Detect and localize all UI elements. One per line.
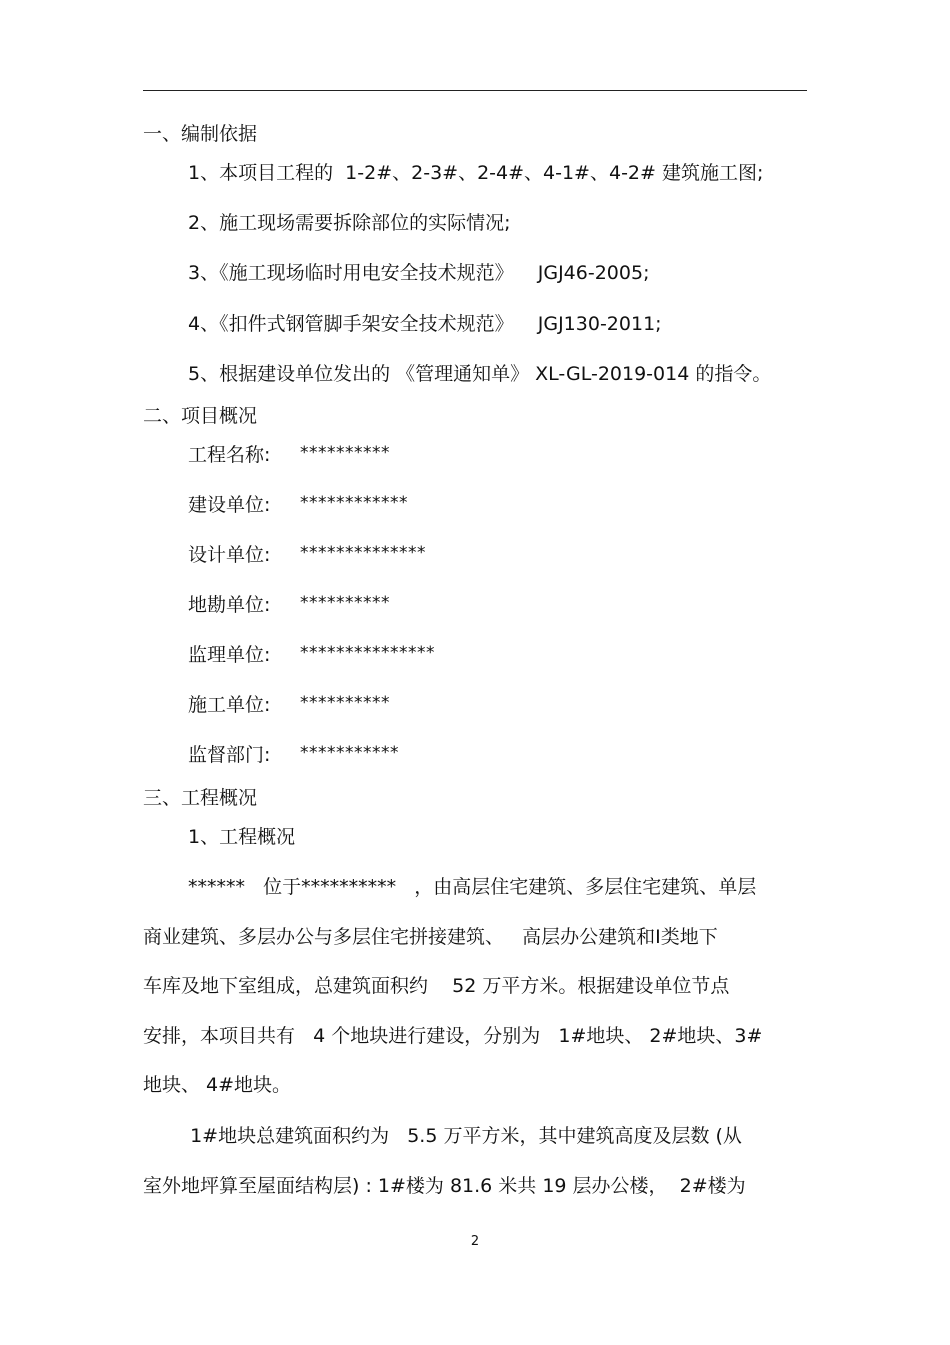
field-label-oversight: 监督部门: bbox=[188, 744, 271, 766]
field-value-owner: ************ bbox=[300, 493, 408, 513]
field-value-supervision: *************** bbox=[300, 643, 435, 663]
field-value-oversight: *********** bbox=[300, 743, 399, 763]
field-label-contractor: 施工单位: bbox=[188, 694, 271, 716]
basis-item-4: 4、《扣件式钢管脚手架安全技术规范》 JGJ130-2011; bbox=[188, 313, 662, 335]
field-value-designer: ************** bbox=[300, 543, 426, 563]
field-value-contractor: ********** bbox=[300, 693, 390, 713]
field-value-survey: ********** bbox=[300, 593, 390, 613]
header-rule bbox=[143, 90, 807, 91]
basis-item-3: 3、《施工现场临时用电安全技术规范》 JGJ46-2005; bbox=[188, 262, 650, 284]
overview-line-1: ****** 位于********** ，由高层住宅建筑、多层住宅建筑、单层 bbox=[188, 876, 757, 898]
section1-heading: 一、编制依据 bbox=[143, 123, 258, 145]
page-number: 2 bbox=[470, 1234, 480, 1249]
plot1-line-1: 1#地块总建筑面积约为 5.5 万平方米，其中建筑高度及层数 (从 bbox=[178, 1125, 742, 1147]
plot1-line-2: 室外地坪算至屋面结构层) : 1#楼为 81.6 米共 19 层办公楼， 2#楼为 bbox=[143, 1175, 746, 1197]
field-label-supervision: 监理单位: bbox=[188, 644, 271, 666]
field-value-project-name: ********** bbox=[300, 443, 390, 463]
basis-item-2: 2、施工现场需要拆除部位的实际情况; bbox=[188, 212, 511, 234]
field-label-owner: 建设单位: bbox=[188, 494, 271, 516]
basis-item-5: 5、根据建设单位发出的 《管理通知单》 XL-GL-2019-014 的指令。 bbox=[188, 363, 772, 385]
field-label-survey: 地勘单位: bbox=[188, 594, 271, 616]
section3-subheading: 1、工程概况 bbox=[188, 826, 296, 848]
overview-line-4: 安排，本项目共有 4 个地块进行建设，分别为 1#地块、 2#地块、3# bbox=[143, 1025, 763, 1047]
overview-line-2: 商业建筑、多层办公与多层住宅拼接建筑、 高层办公建筑和Ⅰ类地下 bbox=[143, 926, 718, 948]
section3-heading: 三、工程概况 bbox=[143, 787, 258, 809]
basis-item-1: 1、本项目工程的 1-2#、2-3#、2-4#、4-1#、4-2# 建筑施工图; bbox=[188, 162, 764, 184]
field-label-designer: 设计单位: bbox=[188, 544, 271, 566]
section2-heading: 二、项目概况 bbox=[143, 405, 258, 427]
field-label-project-name: 工程名称: bbox=[188, 444, 271, 466]
overview-line-3: 车库及地下室组成，总建筑面积约 52 万平方米。根据建设单位节点 bbox=[143, 975, 730, 997]
overview-line-5: 地块、 4#地块。 bbox=[143, 1074, 292, 1096]
